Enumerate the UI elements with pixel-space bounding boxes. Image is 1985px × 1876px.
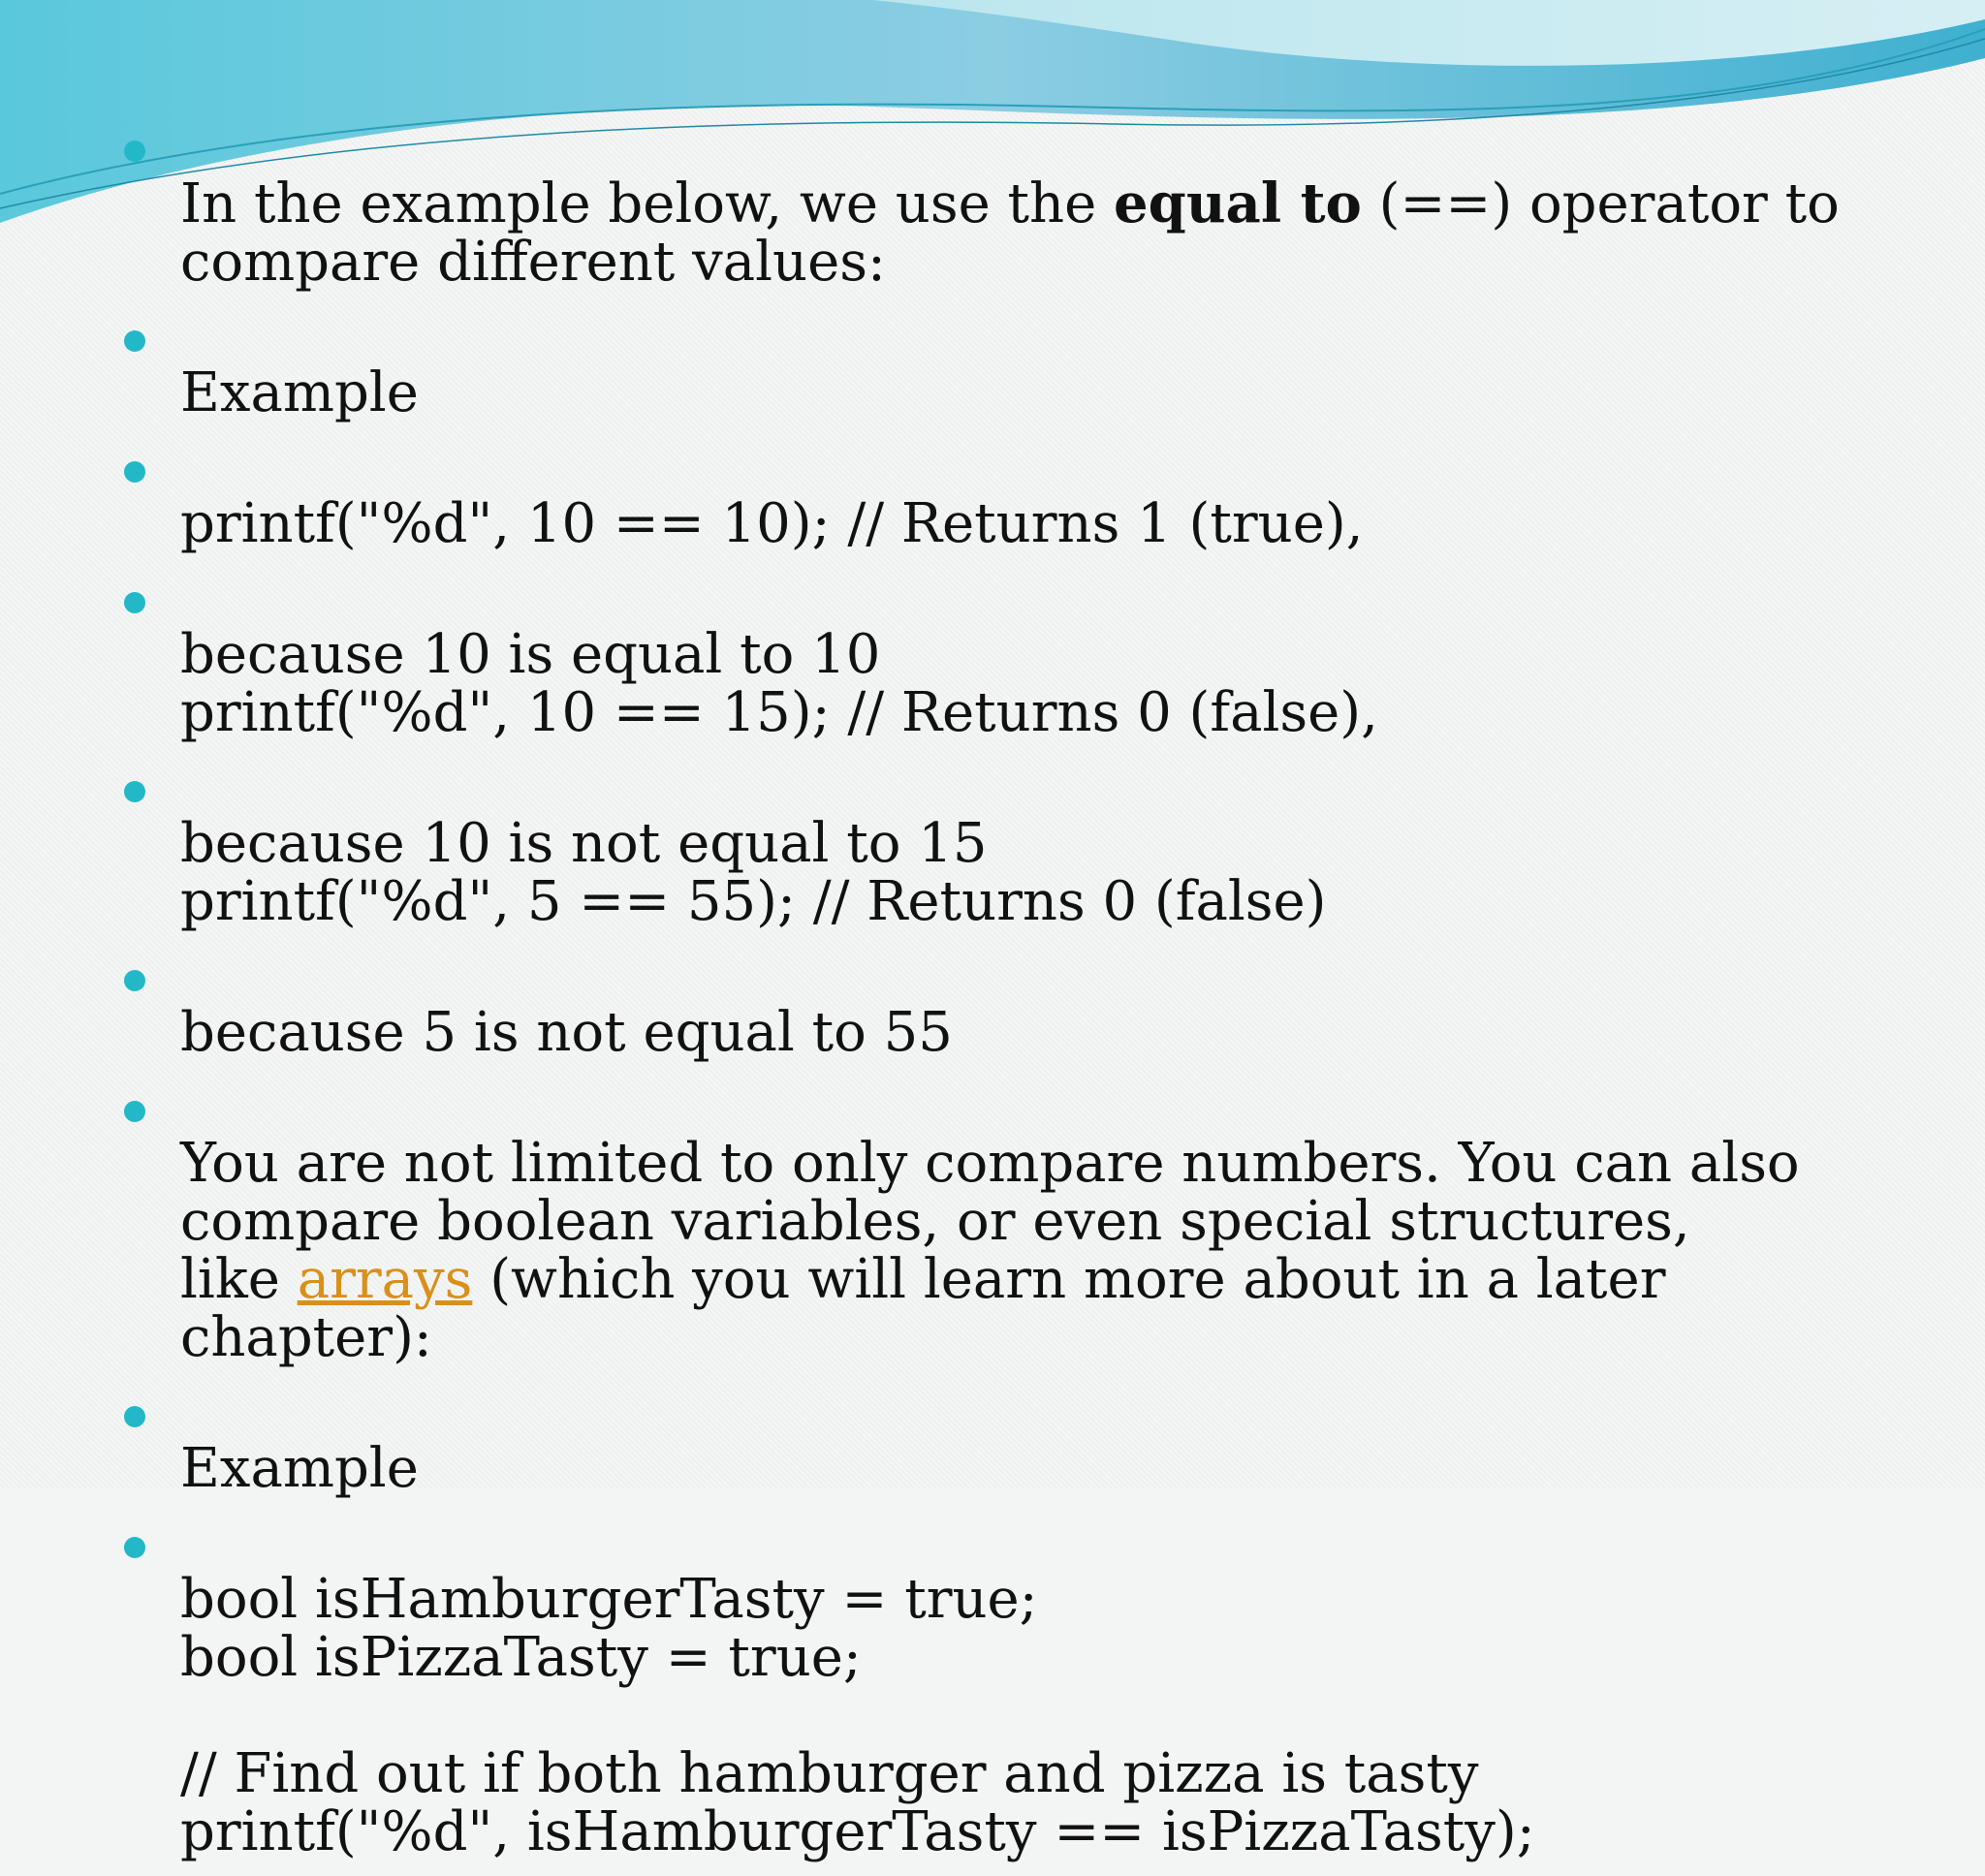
bullet-item [124,1077,1927,1367]
slide-content [124,116,1927,1876]
bullet-text: (==) operator to compare different values: [180,172,1840,294]
bullet-item [124,568,1927,742]
bullet-dot-icon [124,1537,145,1558]
bullet-dot-icon [124,461,145,483]
bullet-item [124,757,1927,931]
bullet-item [124,437,1927,553]
bullet-dot-icon [124,970,145,991]
arrays-link[interactable]: arrays [297,1248,473,1311]
bullet-bold-text: equal to [1114,172,1362,235]
bullet-text: printf("%d", 10 == 10); // Returns 1 (true), [180,492,1364,555]
bullet-item [124,1513,1927,1861]
bullet-item [124,946,1927,1062]
bullet-dot-icon [124,1406,145,1427]
bullet-item [124,1382,1927,1498]
bullet-list [124,116,1927,1861]
bullet-text: Example [180,361,419,424]
bullet-text: because 10 is equal to 10 printf("%d", 10 == 15); // Returns 0 (false), [180,623,1378,744]
bullet-text: because 10 is not equal to 15 printf("%d", 5 == 55); // Returns 0 (false) [180,812,1327,933]
bullet-dot-icon [124,781,145,802]
bullet-dot-icon [124,1101,145,1122]
bullet-item [124,116,1927,292]
bullet-dot-icon [124,330,145,352]
bullet-text: bool isHamburgerTasty = true; bool isPizzaTasty = true; // Find out if both hamburger and pizza is tasty printf("%d", isHamburgerTasty == isPizzaTasty); [180,1568,1535,1863]
bullet-item [124,306,1927,422]
bullet-text: In the example below, we use the [180,172,1115,235]
bullet-dot-icon [124,592,145,613]
bullet-text: because 5 is not equal to 55 [180,1001,953,1064]
bullet-text: Example [180,1437,419,1500]
bullet-text: You are not limited to only compare numbers. You can also compare boolean variables, or even special structures, like [180,1132,1800,1311]
bullet-text: (which you will learn more about in a later chapter): [180,1248,1666,1369]
bullet-dot-icon [124,141,145,162]
